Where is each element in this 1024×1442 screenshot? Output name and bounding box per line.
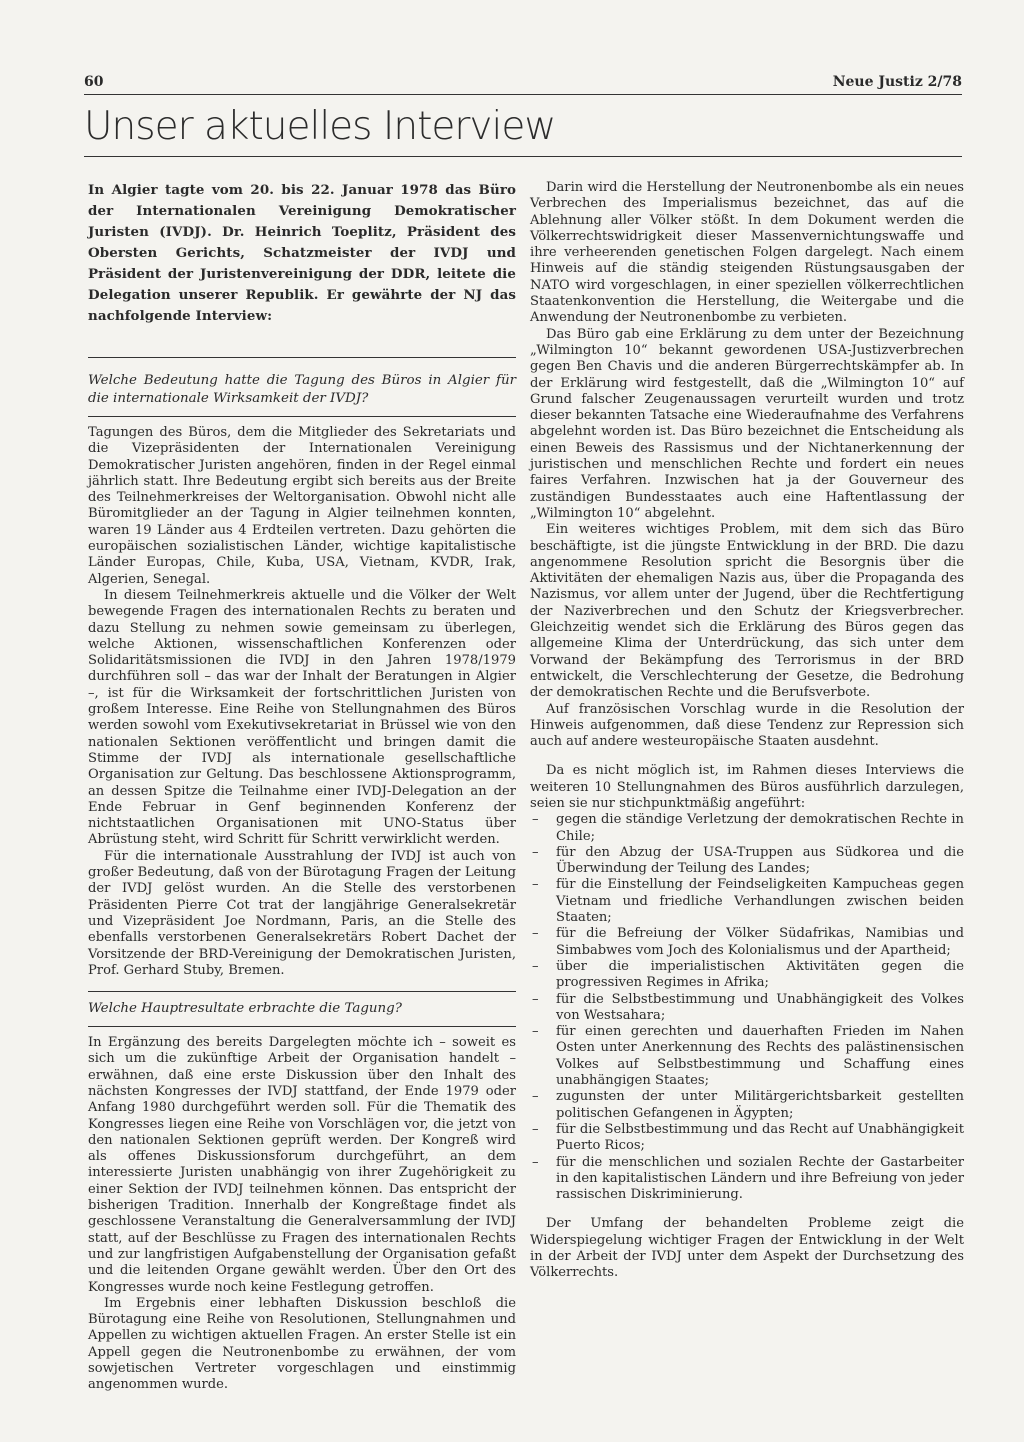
list-item-text: zugunsten der unter Militärgerichtsbarkeit gestellten politischen Gefangenen in Ägypten; — [556, 1089, 964, 1121]
question-divider — [88, 991, 516, 992]
list-item — [530, 812, 964, 845]
list-item-text: für die menschlichen und sozialen Rechte der Gastarbeiter in den kapitalistischen Ländern und ihre Befreiung von jeder rassischen Diskriminierung. — [556, 1154, 964, 1203]
body-paragraph: Da es nicht möglich ist, im Rahmen dieses Interviews die weiteren 10 Stellungnahmen des Büros ausführlich darzulegen, seien sie nur stichpunktmäßig angeführt: — [530, 763, 964, 811]
title-rule — [84, 156, 962, 157]
body-paragraph: Auf französischen Vorschlag wurde in die Resolution der Hinweis aufgenommen, daß diese Tendenz zur Repression sich auch auf andere westeuropäische Staaten ausdehnt. — [530, 701, 964, 750]
list-dash: – — [532, 1089, 539, 1105]
list-dash: – — [532, 1024, 539, 1040]
list-dash: – — [532, 1121, 539, 1137]
closing-paragraph: Der Umfang der behandelten Probleme zeigt die Widerspiegelung wichtiger Fragen der Entwicklung in der Welt in der Arbeit der IVDJ unter dem Aspekt der Durchsetzung des Völkerrechts. — [530, 1216, 964, 1281]
left-column — [88, 180, 516, 1394]
list-dash: – — [532, 1154, 539, 1170]
list-dash: – — [532, 812, 539, 828]
list-item — [530, 1089, 964, 1122]
body-paragraph: Das Büro gab eine Erklärung zu dem unter der Bezeichnung „Wilmington 10“ bekannt gewordenen USA-Justizverbrechen gegen Ben Chavis und die anderen Bürgerrechtskämpfer ab. In der Erklärung wird festgestellt, daß die „Wilmington 10“ auf Grund falscher Zeugenaussagen verurteilt wurden und trotz dieser bekannten Tatsache eine Wiederaufnahme des Verfahrens abgelehnt worden ist. Das Büro bezeichnet die Entscheidung als einen Beweis des Rassismus und der Nichtanerkennung der juristischen und menschlichen Rechte und fordert ein neues faires Verfahren. Inzwischen hat ja der Gouverneur des zuständigen Bundesstaates auch eine Haftentlassung der „Wilmington 10“ abgelehnt. — [530, 326, 964, 521]
page-header — [84, 74, 962, 94]
answer-paragraph: In diesem Teilnehmerkreis aktuelle und die Völker der Welt bewegende Fragen des internationalen Rechts zu beraten und dazu Stellung zu nehmen sowie gemeinsam zu überlegen, welche Aktionen, wissenschaftlichen Konferenzen oder Solidaritätsmissionen die IVDJ in den Jahren 1978/1979 durchführen soll – das war der Inhalt der Beratungen in Algier –, ist für die Wirksamkeit der fortschrittlichen Juristen von großem Interesse. Eine Reihe von Stellungnahmen des Büros werden sowohl vom Exekutivsekretariat in Brüssel wie von den nationalen Sektionen veröffentlicht und bringen damit die Stimme der IVDJ als internationale gesellschaftliche Organisation zur Geltung. Das beschlossene Aktionsprogramm, an dessen Spitze die Teilnahme einer IVDJ-Delegation an der Ende Februar in Genf beginnenden Konferenz der nichtstaatlichen Organisationen mit UNO-Status über Abrüstung steht, wird Schritt für Schritt verwirklicht werden. — [88, 587, 516, 848]
question-divider — [88, 357, 516, 358]
question-1: Welche Bedeutung hatte die Tagung des Büros in Algier für die internationale Wirksamkeit der IVDJ? — [88, 373, 516, 406]
list-dash: – — [532, 877, 539, 893]
list-item-text: für die Befreiung der Völker Südafrikas, Namibias und Simbabwes vom Joch des Kolonialismus und der Apartheid; — [556, 926, 964, 958]
list-item-text: für die Selbstbestimmung und Unabhängigkeit des Volkes von Westsahara; — [556, 991, 964, 1023]
question-divider — [88, 416, 516, 417]
list-item-text: gegen die ständige Verletzung der demokratischen Rechte in Chile; — [556, 812, 964, 844]
list-item — [530, 1122, 964, 1155]
header-rule — [84, 94, 962, 95]
list-item — [530, 1155, 964, 1204]
list-item-text: für den Abzug der USA-Truppen aus Südkorea und die Überwindung der Teilung des Landes; — [556, 844, 964, 877]
journal-issue: Neue Justiz 2/78 — [832, 74, 962, 90]
list-item — [530, 992, 964, 1025]
list-dash: – — [532, 844, 539, 860]
question-divider — [88, 1026, 516, 1027]
page-number: 60 — [84, 74, 104, 90]
page-title: Unser aktuelles Interview — [84, 104, 556, 149]
answer-paragraph: Tagungen des Büros, dem die Mitglieder des Sekretariats und die Vizepräsidenten der Internationalen Vereinigung Demokratischer Juristen angehören, finden in der Regel einmal jährlich statt. Ihre Bedeutung ergibt sich bereits aus der Breite des Teilnehmerkreises der Weltorganisation. Obwohl nicht alle Büromitglieder an der Tagung in Algier teilnehmen konnten, waren 19 Länder aus 4 Erdteilen vertreten. Dazu gehörten die europäischen sozialistischen Länder, wichtige kapitalistische Länder Europas, Chile, Kuba, USA, Vietnam, KVDR, Irak, Algerien, Senegal. — [88, 425, 516, 587]
answer-paragraph: Im Ergebnis einer lebhaften Diskussion beschloß die Bürotagung eine Reihe von Resolutionen, Stellungnahmen und Appellen zu wichtigen aktuellen Fragen. An erster Stelle ist ein Appell gegen die Neutronenbombe zu erwähnen, der vom sowjetischen Vertreter vorgeschlagen und einstimmig angenommen wurde. — [88, 1295, 516, 1393]
answer-paragraph: In Ergänzung des bereits Dargelegten möchte ich – soweit es sich um die zukünftige Arbeit der Organisation handelt – erwähnen, daß eine erste Diskussion über den Inhalt des nächsten Kongresses der IVDJ stattfand, der Ende 1979 oder Anfang 1980 durchgeführt werden soll. Für die Thematik des Kongresses liegen eine Reihe von Vorschlägen vor, die jetzt von den nationalen Sektionen geprüft werden. Der Kongreß wird als offenes Diskussionsforum durchgeführt, an dem interessierte Juristen unabhängig von ihrer Zugehörigkeit zu einer Sektion der IVDJ teilnehmen können. Das entspricht der bisherigen Tradition. Innerhalb der Kongreßtage findet als geschlossene Veranstaltung die Generalversammlung der IVDJ statt, auf der Beschlüsse zu Fragen des internationalen Rechts und zur langfristigen Aufgabenstellung der Organisation gefaßt und die leitenden Organe gewählt werden. Über den Ort des Kongresses wurde noch keine Festlegung getroffen. — [88, 1035, 516, 1295]
list-item — [530, 845, 964, 878]
resolution-list — [530, 812, 964, 1203]
list-item — [530, 959, 964, 992]
list-dash: – — [532, 926, 539, 942]
right-column — [530, 180, 964, 1282]
question-2: Welche Hauptresultate erbrachte die Tagung? — [88, 1001, 402, 1017]
list-item-text: für die Einstellung der Feindseligkeiten Kampucheas gegen Vietnam und friedliche Verhandlungen zwischen beiden Staaten; — [556, 877, 964, 926]
list-item — [530, 926, 964, 959]
body-paragraph: Ein weiteres wichtiges Problem, mit dem sich das Büro beschäftigte, ist die jüngste Entwicklung in der BRD. Die dazu angenommene Resolution spricht die Besorgnis über die Aktivitäten der ehemaligen Nazis aus, über die Propaganda des Nazismus, vor allem unter der Jugend, über die Rechtfertigung der Naziverbrechen und den Schutz der Kriegsverbrecher. Gleichzeitig wendet sich die Erklärung des Büros gegen das allgemeine Klima der Unterdrückung, das sich unter dem Vorwand der Bekämpfung des Terrorismus in der BRD entwickelt, die Verschlechterung der Gesetze, die Bedrohung der demokratischen Rechte und die Berufsverbote. — [530, 522, 964, 701]
list-dash: – — [532, 991, 539, 1007]
list-item-text: für die Selbstbestimmung und das Recht auf Unabhängigkeit Puerto Ricos; — [556, 1121, 964, 1154]
list-item-text: für einen gerechten und dauerhaften Frieden im Nahen Osten unter Anerkennung des Rechts des palästinensischen Volkes auf Selbstbestimmung und Schaffung eines unabhängigen Staates; — [556, 1024, 964, 1089]
list-item-text: über die imperialistischen Aktivitäten gegen die progressiven Regimes in Afrika; — [556, 958, 964, 991]
list-item — [530, 1024, 964, 1089]
intro-paragraph: In Algier tagte vom 20. bis 22. Januar 1978 das Büro der Internationalen Vereinigung Demokratischer Juristen (IVDJ). Dr. Heinrich Toeplitz, Präsident des Obersten Gerichts, Schatzmeister der IVDJ und Präsident der Juristenvereinigung der DDR, leitete die Delegation unserer Republik. Er gewährte der NJ das nachfolgende Interview: — [88, 182, 516, 324]
list-item — [530, 877, 964, 926]
body-paragraph: Darin wird die Herstellung der Neutronenbombe als ein neues Verbrechen des Imperialismus bezeichnet, das auf die Ablehnung aller Völker stößt. In dem Dokument werden die Völkerrechtswidrigkeit dieser Massenvernichtungswaffe und ihre verheerenden genetischen Folgen dargelegt. Nach einem Hinweis auf die ständig steigenden Rüstungsausgaben der NATO wird vorgeschlagen, in einer speziellen völkerrechtlichen Staatenkonvention die Herstellung, die Weitergabe und die Anwendung der Neutronenbombe zu verbieten. — [530, 180, 964, 326]
list-dash: – — [532, 958, 539, 974]
answer-paragraph: Für die internationale Ausstrahlung der IVDJ ist auch von großer Bedeutung, daß von der Bürotagung Fragen der Leitung der IVDJ gelöst wurden. An die Stelle des verstorbenen Präsidenten Pierre Cot trat der langjährige Generalsekretär und Vizepräsident Joe Nordmann, Paris, an die Stelle des ebenfalls verstorbenen Generalsekretärs Robert Dachet der Vorsitzende der BRD-Vereinigung der Demokratischen Juristen, Prof. Gerhard Stuby, Bremen. — [88, 848, 516, 978]
